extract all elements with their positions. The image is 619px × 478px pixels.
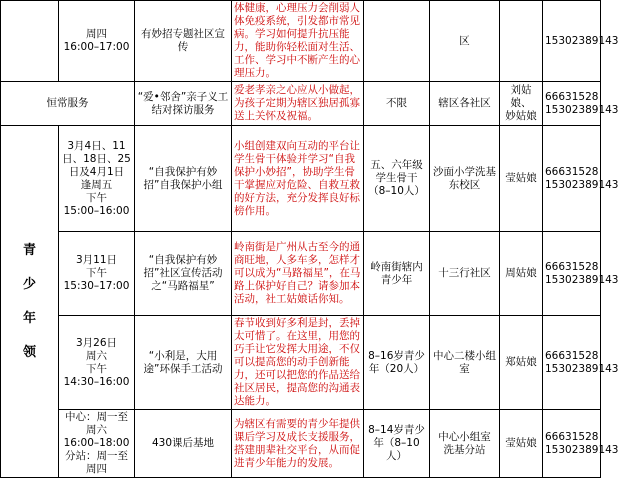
table-row	[1, 410, 601, 478]
youth-category-cell	[1, 126, 59, 478]
activity-name-cell: “爱•邻舍”亲子义工结对探访服务	[135, 82, 232, 126]
time-cell: 3月26日 周六 下午 14:30–16:00	[59, 316, 135, 410]
phone-cell: 66631528 15302389143	[543, 316, 601, 410]
table-row	[1, 126, 601, 232]
description-cell: 为辖区有需要的青少年提供课后学习及成长支援服务，搭建朋辈社交平台，从而促进青少年能力的发展。	[232, 410, 364, 478]
phone-cell: 66631528 15302389143	[543, 126, 601, 232]
target-cell: 8–14岁青少年（8–10人）	[364, 410, 430, 478]
description-cell: 春节收到好多利是封，丢掉太可惜了。在这里，用您的巧手让它发挥大用途，不仅可以提高您的动手创新能力，还可以把您的作品送给社区居民，提高您的沟通表达能力。	[232, 316, 364, 410]
target-cell: 8–16岁青少年（20人）	[364, 316, 430, 410]
staff-cell: 郑姑娘	[500, 316, 543, 410]
table-row	[1, 232, 601, 316]
category-label	[3, 234, 56, 370]
time-cell: 3月4日、11日、18日、25日及4月1日 逢周五 下午 15:00–16:00	[59, 126, 135, 232]
category-char: 青	[22, 242, 36, 258]
table-row	[1, 82, 601, 126]
category-char: 领	[22, 344, 36, 360]
activity-name-cell: 430课后基地	[135, 410, 232, 478]
phone-cell: 66631528 15302389143	[543, 410, 601, 478]
venue-cell: 辖区各社区	[430, 82, 500, 126]
activity-name-cell: “自我保护有妙招”自我保护小组	[135, 126, 232, 232]
staff-cell: 刘姑娘、 妙姑娘	[500, 82, 543, 126]
staff-cell: 周姑娘	[500, 232, 543, 316]
target-cell: 五、六年级学生骨干（8–10人）	[364, 126, 430, 232]
staff-cell: 莹姑娘	[500, 126, 543, 232]
target-cell: 岭南街辖内青少年	[364, 232, 430, 316]
category-char: 少	[22, 276, 36, 292]
venue-cell: 十三行社区	[430, 232, 500, 316]
venue-cell: 中心二楼小组室	[430, 316, 500, 410]
description-cell: 爱老孝亲之心应从小做起，为孩子定期为辖区独居孤寡送上关怀及祝福。	[232, 82, 364, 126]
category-cell	[1, 1, 59, 82]
venue-cell: 中心小组室 洗基分站	[430, 410, 500, 478]
staff-cell: 莹姑娘	[500, 410, 543, 478]
venue-cell: 区	[430, 1, 500, 82]
activity-name-cell: “自我保护有妙招”社区宣传活动之“马路福星”	[135, 232, 232, 316]
staff-cell	[500, 1, 543, 82]
time-cell: 周四 16:00–17:00	[59, 1, 135, 82]
table-row	[1, 1, 601, 82]
phone-cell: 66631528 15302389143	[543, 232, 601, 316]
description-cell: 小组创建双向互动的平台让学生骨干体验并学习“自我保护小妙招”，协助学生骨干掌握应对危险、自救互救的好方法，充分发挥良好标榜作用。	[232, 126, 364, 232]
table-row	[1, 316, 601, 410]
category-cell: 恒常服务	[1, 82, 135, 126]
description-cell: 体健康，心理压力会削弱人体免疫系统，引发都市常见病。学习如何提升抗压能力，能助你轻松面对生活、工作、学习中不断产生的心理压力。	[232, 1, 364, 82]
target-cell	[364, 1, 430, 82]
description-cell: 岭南街是广州从古至今的通商旺地，人多车多，怎样才可以成为“马路福星”，在马路上保护好自己？请参加本活动，社工姑娘话你知。	[232, 232, 364, 316]
target-cell: 不限	[364, 82, 430, 126]
activity-name-cell: 有妙招专题社区宣传	[135, 1, 232, 82]
time-cell: 3月11日 下午 15:30–17:00	[59, 232, 135, 316]
time-cell: 中心：周一至周六 16:00–18:00 分站：周一至周四	[59, 410, 135, 478]
phone-cell: 15302389143	[543, 1, 601, 82]
venue-cell: 沙面小学洗基东校区	[430, 126, 500, 232]
activity-name-cell: “小利是，大用途”环保手工活动	[135, 316, 232, 410]
phone-cell: 66631528 15302389143	[543, 82, 601, 126]
category-char: 年	[22, 310, 36, 326]
